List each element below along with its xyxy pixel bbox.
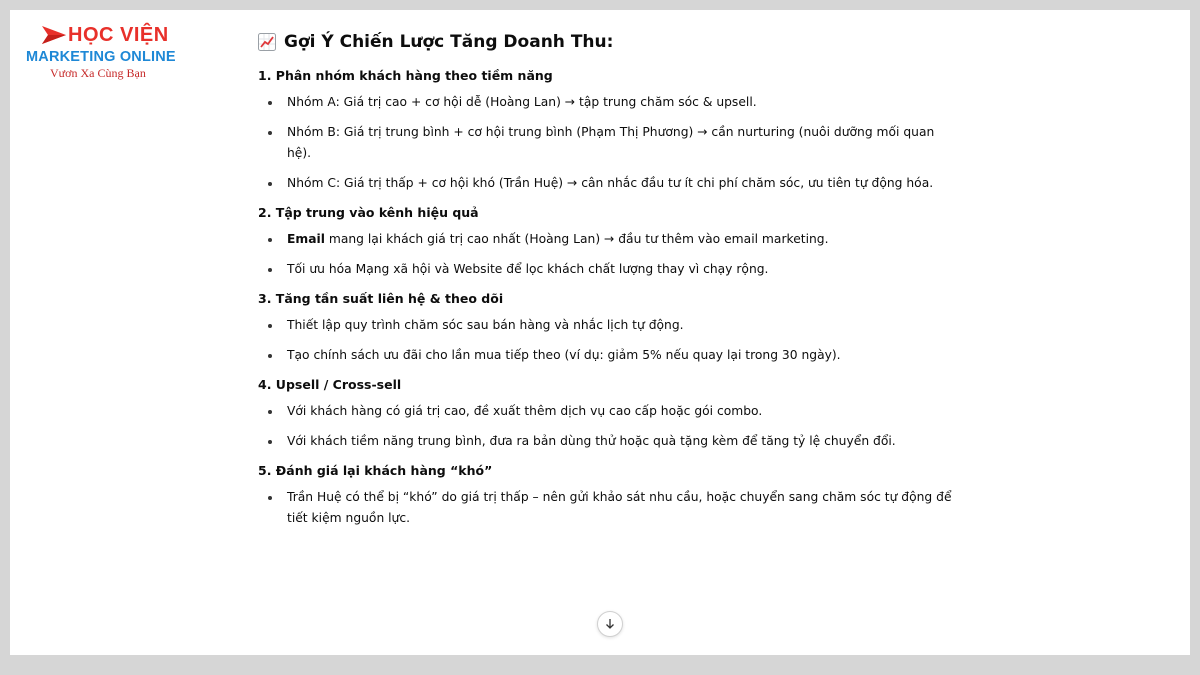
logo-brand-text: HỌC VIỆN (68, 24, 169, 46)
list-item-text: Trần Huệ có thể bị “khó” do giá trị thấp – nên gửi khảo sát nhu cầu, hoặc chuyển sang chăm sóc tự động để tiết kiệm nguồn lực. (287, 490, 952, 525)
bullet-list (258, 315, 958, 366)
list-item-text: Nhóm C: Giá trị thấp + cơ hội khó (Trần Huệ) → cân nhắc đầu tư ít chi phí chăm sóc, ưu tiên tự động hóa. (287, 176, 934, 190)
arrow-down-icon (604, 618, 616, 630)
play-logo-icon (40, 23, 68, 47)
list-item (258, 92, 958, 113)
section-heading: 1. Phân nhóm khách hàng theo tiềm năng (258, 68, 553, 83)
section-heading: 2. Tập trung vào kênh hiệu quả (258, 205, 479, 220)
list-item-text: Thiết lập quy trình chăm sóc sau bán hàng và nhắc lịch tự động. (287, 318, 684, 332)
list-item (258, 487, 958, 529)
list-item (258, 315, 958, 336)
list-item (258, 122, 958, 164)
section-heading: 5. Đánh giá lại khách hàng “khó” (258, 463, 493, 478)
list-item-text: Nhóm B: Giá trị trung bình + cơ hội trung bình (Phạm Thị Phương) → cần nurturing (nuôi dưỡng mối quan hệ). (287, 125, 935, 160)
list-item (258, 173, 958, 194)
chat-response (258, 32, 958, 540)
list-item-text: Với khách hàng có giá trị cao, đề xuất thêm dịch vụ cao cấp hoặc gói combo. (287, 404, 763, 418)
list-item (258, 259, 958, 280)
bullet-list (258, 92, 958, 194)
list-item-text: Tạo chính sách ưu đãi cho lần mua tiếp theo (ví dụ: giảm 5% nếu quay lại trong 30 ngày). (287, 348, 841, 362)
scroll-to-bottom-button[interactable] (597, 611, 623, 637)
list-item (258, 345, 958, 366)
list-item (258, 401, 958, 422)
screenshot-frame (10, 10, 1190, 655)
chart-increasing-icon (258, 33, 276, 51)
section-heading: 4. Upsell / Cross-sell (258, 377, 402, 392)
strategy-sections (258, 68, 958, 529)
list-item-text: mang lại khách giá trị cao nhất (Hoàng Lan) → đầu tư thêm vào email marketing. (324, 232, 829, 246)
list-item-emphasis: Email (287, 232, 325, 246)
list-item (258, 229, 958, 250)
logo-subtitle-text: MARKETING ONLINE (26, 49, 176, 65)
academy-logo (20, 20, 190, 100)
list-item-text: Với khách tiềm năng trung bình, đưa ra bản dùng thử hoặc quà tặng kèm để tăng tỷ lệ chuyển đổi. (287, 434, 896, 448)
list-item-text: Nhóm A: Giá trị cao + cơ hội dễ (Hoàng Lan) → tập trung chăm sóc & upsell. (287, 95, 757, 109)
response-title-text: Gợi Ý Chiến Lược Tăng Doanh Thu: (284, 32, 614, 52)
list-item (258, 431, 958, 452)
bullet-list (258, 229, 958, 280)
section-heading: 3. Tăng tần suất liên hệ & theo dõi (258, 291, 504, 306)
bullet-list (258, 401, 958, 452)
logo-slogan-text: Vươn Xa Cùng Bạn (50, 66, 146, 80)
response-title (258, 32, 958, 52)
list-item-text: Tối ưu hóa Mạng xã hội và Website để lọc khách chất lượng thay vì chạy rộng. (287, 262, 769, 276)
bullet-list (258, 487, 958, 529)
